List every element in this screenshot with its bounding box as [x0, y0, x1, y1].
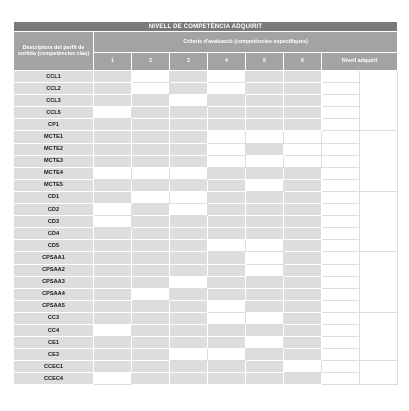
- table-row: [14, 83, 398, 95]
- criterion-shaded-cell: [132, 155, 170, 167]
- criterion-shaded-cell: [246, 191, 284, 203]
- criterion-open-cell[interactable]: [246, 337, 284, 349]
- criterion-shaded-cell: [170, 131, 208, 143]
- criterion-shaded-cell: [132, 240, 170, 252]
- criterion-shaded-cell: [246, 107, 284, 119]
- table-title: NIVELL DE COMPETÈNCIA ADQUIRIT: [14, 22, 398, 32]
- criterion-shaded-cell: [132, 373, 170, 385]
- criterion-shaded-cell: [170, 312, 208, 324]
- table-row: [14, 252, 398, 264]
- criterion-open-cell[interactable]: [170, 204, 208, 216]
- criterion-shaded-cell: [170, 107, 208, 119]
- criterion-shaded-cell: [94, 155, 132, 167]
- criterion-open-cell[interactable]: [94, 324, 132, 336]
- criterion-shaded-cell: [94, 349, 132, 361]
- criterion-shaded-cell: [94, 71, 132, 83]
- criterion-shaded-cell: [284, 252, 322, 264]
- descriptor-label: CC4: [14, 324, 94, 336]
- criterion-shaded-cell: [284, 216, 322, 228]
- criterion-number-header: 3: [170, 52, 208, 70]
- criterion-shaded-cell: [94, 228, 132, 240]
- criterion-shaded-cell: [208, 107, 246, 119]
- criterion-open-cell[interactable]: [208, 312, 246, 324]
- criterion-shaded-cell: [170, 337, 208, 349]
- criterion-shaded-cell: [284, 71, 322, 83]
- criterion-open-cell[interactable]: [170, 191, 208, 203]
- criterion-shaded-cell: [208, 276, 246, 288]
- criterion-shaded-cell: [132, 95, 170, 107]
- criterion-shaded-cell: [284, 228, 322, 240]
- level-cell[interactable]: [322, 228, 360, 240]
- table-body: [14, 71, 398, 385]
- criterion-shaded-cell: [246, 83, 284, 95]
- descriptor-label: CCL1: [14, 71, 94, 83]
- level-cell[interactable]: [322, 312, 360, 324]
- criterion-shaded-cell: [132, 216, 170, 228]
- descriptor-label: CPSAA2: [14, 264, 94, 276]
- criterion-shaded-cell: [94, 361, 132, 373]
- level-cell[interactable]: [322, 373, 360, 385]
- criterion-open-cell[interactable]: [284, 143, 322, 155]
- criterion-shaded-cell: [170, 143, 208, 155]
- criterion-shaded-cell: [132, 300, 170, 312]
- criterion-shaded-cell: [170, 83, 208, 95]
- descriptor-label: CE1: [14, 337, 94, 349]
- table-row: [14, 119, 398, 131]
- descriptor-label: CCEC1: [14, 361, 94, 373]
- descriptor-label: MCTE3: [14, 155, 94, 167]
- criterion-open-cell[interactable]: [208, 83, 246, 95]
- table-row: [14, 288, 398, 300]
- table-row: [14, 349, 398, 361]
- criterion-open-cell[interactable]: [208, 240, 246, 252]
- criterion-shaded-cell: [246, 324, 284, 336]
- criterion-shaded-cell: [208, 179, 246, 191]
- criterion-open-cell[interactable]: [246, 312, 284, 324]
- criterion-open-cell[interactable]: [94, 204, 132, 216]
- level-group-cell[interactable]: [360, 252, 398, 312]
- table-row: [14, 337, 398, 349]
- criterion-shaded-cell: [170, 373, 208, 385]
- criteria-header: Criteris d'avaluació (competències específiques): [94, 32, 398, 53]
- criterion-shaded-cell: [94, 276, 132, 288]
- criterion-shaded-cell: [132, 324, 170, 336]
- criterion-shaded-cell: [170, 264, 208, 276]
- criterion-shaded-cell: [246, 288, 284, 300]
- descriptor-label: CCL3: [14, 95, 94, 107]
- criterion-shaded-cell: [132, 204, 170, 216]
- criterion-open-cell[interactable]: [284, 361, 322, 373]
- criterion-shaded-cell: [246, 119, 284, 131]
- criterion-shaded-cell: [170, 216, 208, 228]
- descriptor-label: CPSAA3: [14, 276, 94, 288]
- criterion-open-cell[interactable]: [246, 131, 284, 143]
- level-cell[interactable]: [322, 71, 360, 83]
- criterion-shaded-cell: [132, 143, 170, 155]
- criterion-shaded-cell: [94, 337, 132, 349]
- table-row: [14, 276, 398, 288]
- criterion-shaded-cell: [132, 276, 170, 288]
- criterion-shaded-cell: [170, 71, 208, 83]
- criterion-shaded-cell: [94, 264, 132, 276]
- criterion-shaded-cell: [284, 107, 322, 119]
- descriptor-label: CD3: [14, 216, 94, 228]
- table-row: [14, 143, 398, 155]
- level-cell[interactable]: [322, 131, 360, 143]
- criterion-shaded-cell: [94, 143, 132, 155]
- criterion-shaded-cell: [284, 204, 322, 216]
- level-cell[interactable]: [322, 361, 360, 373]
- competence-level-table: [13, 21, 398, 385]
- table-row: [14, 179, 398, 191]
- table-row: [14, 95, 398, 107]
- criterion-open-cell[interactable]: [132, 288, 170, 300]
- descriptor-label: CD4: [14, 228, 94, 240]
- descriptor-label: CPSAA4: [14, 288, 94, 300]
- descriptor-label: CPSAA1: [14, 252, 94, 264]
- descriptor-label: CD2: [14, 204, 94, 216]
- table-row: [14, 71, 398, 83]
- criterion-open-cell[interactable]: [132, 167, 170, 179]
- criterion-shaded-cell: [170, 155, 208, 167]
- criterion-shaded-cell: [94, 252, 132, 264]
- level-cell[interactable]: [322, 179, 360, 191]
- criterion-open-cell[interactable]: [94, 107, 132, 119]
- level-group-cell[interactable]: [360, 312, 398, 360]
- descriptor-label: CD5: [14, 240, 94, 252]
- criterion-open-cell[interactable]: [284, 131, 322, 143]
- criterion-shaded-cell: [246, 300, 284, 312]
- criterion-shaded-cell: [94, 119, 132, 131]
- criterion-open-cell[interactable]: [94, 167, 132, 179]
- descriptor-label: MCTE1: [14, 131, 94, 143]
- level-cell[interactable]: [322, 83, 360, 95]
- criterion-number-header: 5: [246, 52, 284, 70]
- criterion-open-cell[interactable]: [208, 349, 246, 361]
- criterion-shaded-cell: [246, 228, 284, 240]
- level-group-cell[interactable]: [360, 131, 398, 191]
- criterion-open-cell[interactable]: [170, 167, 208, 179]
- criterion-shaded-cell: [246, 216, 284, 228]
- table-row: [14, 324, 398, 336]
- criterion-shaded-cell: [94, 240, 132, 252]
- criterion-shaded-cell: [246, 71, 284, 83]
- criterion-shaded-cell: [284, 167, 322, 179]
- level-cell[interactable]: [322, 143, 360, 155]
- criterion-shaded-cell: [284, 324, 322, 336]
- descriptor-header: Descriptors del perfil de sortida (competències clau): [14, 32, 94, 71]
- criterion-open-cell[interactable]: [170, 276, 208, 288]
- criterion-shaded-cell: [208, 264, 246, 276]
- criterion-shaded-cell: [246, 349, 284, 361]
- criterion-shaded-cell: [246, 276, 284, 288]
- criterion-shaded-cell: [208, 119, 246, 131]
- table-row: [14, 300, 398, 312]
- criterion-open-cell[interactable]: [170, 349, 208, 361]
- criterion-shaded-cell: [208, 288, 246, 300]
- criterion-shaded-cell: [208, 167, 246, 179]
- criterion-shaded-cell: [132, 349, 170, 361]
- criterion-open-cell[interactable]: [208, 155, 246, 167]
- descriptor-label: CC3: [14, 312, 94, 324]
- level-cell[interactable]: [322, 240, 360, 252]
- criterion-shaded-cell: [208, 216, 246, 228]
- level-header: Nivell adquirit: [322, 52, 398, 70]
- criterion-open-cell[interactable]: [94, 373, 132, 385]
- criterion-shaded-cell: [284, 191, 322, 203]
- criterion-open-cell[interactable]: [208, 71, 246, 83]
- level-cell[interactable]: [322, 119, 360, 131]
- criterion-open-cell[interactable]: [132, 191, 170, 203]
- level-cell[interactable]: [322, 337, 360, 349]
- criterion-shaded-cell: [170, 228, 208, 240]
- criterion-shaded-cell: [246, 204, 284, 216]
- criterion-shaded-cell: [208, 204, 246, 216]
- criterion-shaded-cell: [284, 119, 322, 131]
- level-cell[interactable]: [322, 155, 360, 167]
- table-row: [14, 167, 398, 179]
- criterion-shaded-cell: [132, 228, 170, 240]
- level-group-cell[interactable]: [360, 191, 398, 251]
- criterion-open-cell[interactable]: [208, 131, 246, 143]
- criterion-shaded-cell: [208, 252, 246, 264]
- criterion-open-cell[interactable]: [132, 83, 170, 95]
- criterion-shaded-cell: [208, 228, 246, 240]
- level-cell[interactable]: [322, 288, 360, 300]
- criterion-shaded-cell: [208, 95, 246, 107]
- level-cell[interactable]: [322, 216, 360, 228]
- level-cell[interactable]: [322, 264, 360, 276]
- level-cell[interactable]: [322, 349, 360, 361]
- table-row: [14, 155, 398, 167]
- descriptor-label: MCTE2: [14, 143, 94, 155]
- criterion-shaded-cell: [132, 252, 170, 264]
- criterion-shaded-cell: [284, 276, 322, 288]
- table-row: [14, 373, 398, 385]
- level-cell[interactable]: [322, 95, 360, 107]
- criterion-shaded-cell: [132, 131, 170, 143]
- criterion-shaded-cell: [132, 119, 170, 131]
- criterion-shaded-cell: [170, 288, 208, 300]
- table-row: [14, 216, 398, 228]
- criterion-shaded-cell: [246, 373, 284, 385]
- table-row: [14, 312, 398, 324]
- criterion-shaded-cell: [284, 312, 322, 324]
- level-group-cell[interactable]: [360, 71, 398, 131]
- criterion-shaded-cell: [132, 361, 170, 373]
- level-cell[interactable]: [322, 252, 360, 264]
- criterion-shaded-cell: [94, 288, 132, 300]
- criterion-shaded-cell: [94, 312, 132, 324]
- criterion-open-cell[interactable]: [284, 155, 322, 167]
- level-cell[interactable]: [322, 191, 360, 203]
- criterion-shaded-cell: [208, 337, 246, 349]
- table-row: [14, 240, 398, 252]
- descriptor-label: MCTE5: [14, 179, 94, 191]
- criterion-shaded-cell: [132, 107, 170, 119]
- criterion-shaded-cell: [94, 179, 132, 191]
- criterion-shaded-cell: [170, 252, 208, 264]
- criterion-shaded-cell: [132, 337, 170, 349]
- descriptor-label: CCEC4: [14, 373, 94, 385]
- criterion-shaded-cell: [170, 179, 208, 191]
- criterion-open-cell[interactable]: [246, 264, 284, 276]
- criterion-shaded-cell: [284, 264, 322, 276]
- table-row: [14, 264, 398, 276]
- criterion-number-header: 2: [132, 52, 170, 70]
- criterion-shaded-cell: [170, 324, 208, 336]
- table-row: [14, 107, 398, 119]
- criterion-open-cell[interactable]: [208, 300, 246, 312]
- table-row: [14, 131, 398, 143]
- descriptor-label: CE3: [14, 349, 94, 361]
- criterion-open-cell[interactable]: [132, 71, 170, 83]
- level-cell[interactable]: [322, 324, 360, 336]
- criterion-shaded-cell: [284, 373, 322, 385]
- criterion-shaded-cell: [284, 288, 322, 300]
- criterion-shaded-cell: [132, 264, 170, 276]
- descriptor-label: MCTE4: [14, 167, 94, 179]
- descriptor-label: CPSAA5: [14, 300, 94, 312]
- criterion-shaded-cell: [170, 300, 208, 312]
- table-row: [14, 361, 398, 373]
- criterion-shaded-cell: [94, 191, 132, 203]
- criterion-open-cell[interactable]: [246, 155, 284, 167]
- level-cell[interactable]: [322, 167, 360, 179]
- criterion-open-cell[interactable]: [170, 95, 208, 107]
- criterion-shaded-cell: [246, 95, 284, 107]
- criterion-shaded-cell: [246, 361, 284, 373]
- criterion-open-cell[interactable]: [246, 179, 284, 191]
- level-cell[interactable]: [322, 107, 360, 119]
- criterion-shaded-cell: [284, 300, 322, 312]
- criterion-shaded-cell: [284, 83, 322, 95]
- criterion-open-cell[interactable]: [246, 252, 284, 264]
- criterion-shaded-cell: [284, 240, 322, 252]
- criterion-shaded-cell: [208, 324, 246, 336]
- criterion-shaded-cell: [284, 179, 322, 191]
- descriptor-label: CCL5: [14, 107, 94, 119]
- criterion-shaded-cell: [170, 119, 208, 131]
- criterion-shaded-cell: [170, 240, 208, 252]
- criterion-shaded-cell: [208, 361, 246, 373]
- descriptor-label: CD1: [14, 191, 94, 203]
- table-row: [14, 228, 398, 240]
- criterion-open-cell[interactable]: [246, 240, 284, 252]
- criterion-shaded-cell: [246, 143, 284, 155]
- criterion-shaded-cell: [132, 312, 170, 324]
- criterion-shaded-cell: [94, 95, 132, 107]
- criterion-open-cell[interactable]: [94, 216, 132, 228]
- criterion-shaded-cell: [132, 179, 170, 191]
- level-cell[interactable]: [322, 204, 360, 216]
- criterion-shaded-cell: [284, 349, 322, 361]
- criterion-shaded-cell: [94, 300, 132, 312]
- level-cell[interactable]: [322, 276, 360, 288]
- criterion-open-cell[interactable]: [208, 143, 246, 155]
- table-row: [14, 191, 398, 203]
- criterion-shaded-cell: [284, 337, 322, 349]
- criterion-number-header: 6: [284, 52, 322, 70]
- criterion-shaded-cell: [246, 167, 284, 179]
- competence-level-sheet: [13, 21, 397, 385]
- criterion-shaded-cell: [170, 361, 208, 373]
- criterion-shaded-cell: [94, 131, 132, 143]
- descriptor-label: CP1: [14, 119, 94, 131]
- table-row: [14, 204, 398, 216]
- criterion-shaded-cell: [94, 83, 132, 95]
- descriptor-label: CCL2: [14, 83, 94, 95]
- criterion-shaded-cell: [284, 95, 322, 107]
- level-cell[interactable]: [322, 300, 360, 312]
- criterion-shaded-cell: [208, 373, 246, 385]
- criterion-shaded-cell: [208, 191, 246, 203]
- level-group-cell[interactable]: [360, 361, 398, 385]
- criterion-number-header: 4: [208, 52, 246, 70]
- criterion-number-header: 1: [94, 52, 132, 70]
